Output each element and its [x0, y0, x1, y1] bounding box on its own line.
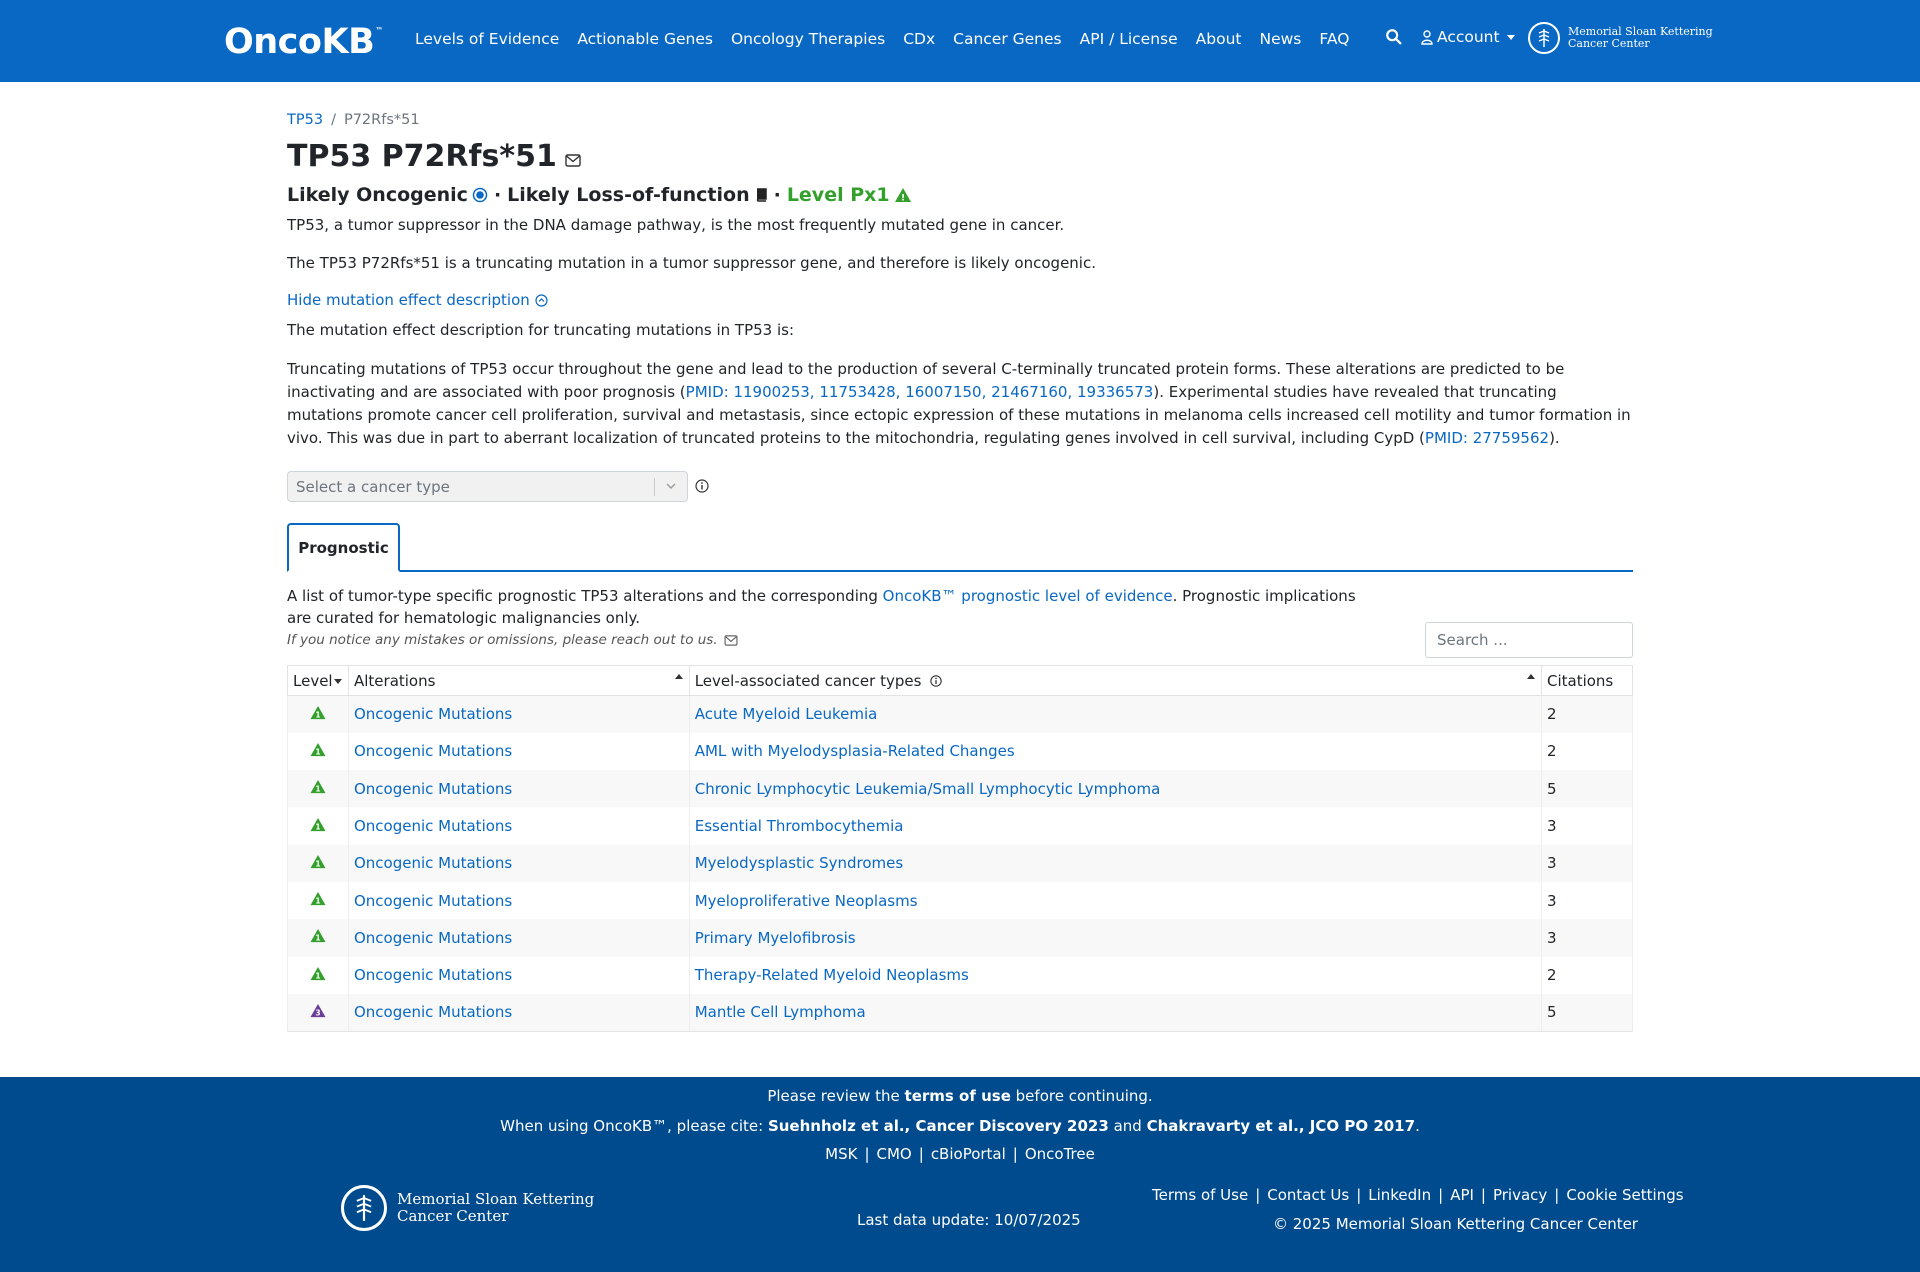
- info-icon[interactable]: [695, 479, 709, 493]
- alteration-cell: [348, 919, 689, 956]
- level-cell: [288, 882, 349, 919]
- table-body: [288, 696, 1633, 1032]
- alteration-cell: [348, 733, 689, 770]
- footer-citation: When using OncoKB™, please cite: Suehnholz et al., Cancer Discovery 2023 and Chakravarty et al., JCO PO 2017.: [500, 1117, 1420, 1135]
- level-px1-icon: [309, 891, 327, 906]
- cancer-type-cell: [689, 845, 1541, 882]
- account-menu[interactable]: [1421, 28, 1515, 46]
- msk-footer-line1: Memorial Sloan Kettering: [397, 1190, 595, 1208]
- cancer-type-link[interactable]: Essential Thrombocythemia: [694, 817, 904, 836]
- cancer-type-cell: [689, 919, 1541, 956]
- msk-seal-icon: [1528, 22, 1560, 54]
- pmid-link-2[interactable]: PMID: 27759562: [1424, 429, 1550, 447]
- citations-cell[interactable]: 3: [1541, 919, 1632, 956]
- nav-actionable-genes[interactable]: Actionable Genes: [577, 30, 713, 48]
- info-icon-header[interactable]: [930, 675, 942, 687]
- pmid-link-1[interactable]: PMID: 11900253, 11753428, 16007150, 21467160, 19336573: [685, 383, 1154, 401]
- account-label: Account: [1437, 28, 1500, 46]
- svg-text:1: 1: [315, 784, 321, 794]
- nav-about[interactable]: About: [1195, 30, 1242, 48]
- footer-link-linkedin[interactable]: LinkedIn: [1368, 1186, 1432, 1204]
- footer-link-contact[interactable]: Contact Us: [1267, 1186, 1350, 1204]
- citations-cell[interactable]: 3: [1541, 845, 1632, 882]
- tab-prognostic[interactable]: Prognostic: [287, 523, 400, 572]
- nav-api-license[interactable]: API / License: [1079, 30, 1178, 48]
- prognostic-table: [287, 665, 1633, 1032]
- level-cell: [288, 807, 349, 844]
- table-description: A list of tumor-type specific prognostic TP53 alterations and the corresponding OncoKB™ prognostic level of evidence. Prognostic implications are curated for hematologic malignancies only.: [287, 587, 1356, 627]
- citations-cell[interactable]: 5: [1541, 770, 1632, 807]
- alteration-cell: [348, 957, 689, 994]
- oncogenic-target-icon: [472, 187, 488, 203]
- level-cell: [288, 994, 349, 1031]
- page-title: [287, 139, 581, 174]
- col-alterations[interactable]: Alterations: [348, 666, 689, 696]
- table-row: [288, 770, 1633, 807]
- level-px1-icon: [309, 854, 327, 869]
- footer-link-cbioportal[interactable]: cBioPortal: [930, 1145, 1006, 1163]
- level-cell: [288, 696, 349, 733]
- alteration-cell: [348, 696, 689, 733]
- breadcrumb-alteration: P72Rfs*51: [343, 112, 420, 128]
- citation-link-2[interactable]: Chakravarty et al., JCO PO 2017: [1146, 1117, 1416, 1135]
- user-icon: [1421, 30, 1433, 45]
- alteration-link[interactable]: Oncogenic Mutations: [353, 891, 513, 910]
- table-row: [288, 845, 1633, 882]
- level-px1-icon: [309, 779, 327, 794]
- breadcrumb-gene-link[interactable]: TP53: [287, 112, 324, 128]
- alteration-link[interactable]: Oncogenic Mutations: [353, 742, 513, 761]
- alteration-cell: [348, 807, 689, 844]
- nav-news[interactable]: News: [1259, 30, 1302, 48]
- msk-logo-footer[interactable]: [341, 1185, 594, 1231]
- cancer-type-placeholder: Select a cancer type: [296, 477, 450, 496]
- table-header-row: [288, 666, 1633, 696]
- svg-text:!: !: [900, 193, 905, 203]
- level-px3-icon: [309, 1003, 327, 1018]
- nav-levels-of-evidence[interactable]: Levels of Evidence: [415, 30, 560, 48]
- alteration-link[interactable]: Oncogenic Mutations: [353, 817, 513, 836]
- level-px1-icon: [309, 705, 327, 720]
- hide-mutation-effect-link[interactable]: [287, 291, 548, 309]
- chevron-up-circle-icon: [535, 294, 548, 307]
- cancer-type-select[interactable]: [287, 471, 688, 502]
- tab-bar: [287, 523, 1633, 572]
- citations-cell[interactable]: 3: [1541, 882, 1632, 919]
- svg-text:1: 1: [315, 896, 321, 906]
- footer-legal-links: Terms of Use | Contact Us | LinkedIn | API | Privacy | Cookie Settings: [1152, 1186, 1684, 1204]
- level-px1-icon: [309, 817, 327, 832]
- cancer-type-link[interactable]: Acute Myeloid Leukemia: [694, 705, 878, 724]
- effect-description: Truncating mutations of TP53 occur throughout the gene and lead to the production of several C-terminally truncated protein forms. These alterations are predicted to be inactivating and are associated with poor prognosis (PMID: 11900253, 11753428, 16007150, 21467160, 19336573). Experimental studies have revealed that truncating mutations promote cancer cell proliferation, survival and metastasis, since ectopic expression of these mutations in melanoma cells increased cell motility and tumor formation in vivo. This was due in part to aberrant localization of truncated proteins to the mitochondria, regulating genes involved in cell survival, including CypD (PMID: 27759562).: [287, 360, 1631, 447]
- citation-link-1[interactable]: Suehnholz et al., Cancer Discovery 2023: [767, 1117, 1109, 1135]
- table-row: [288, 807, 1633, 844]
- alteration-link[interactable]: Oncogenic Mutations: [353, 779, 513, 798]
- citations-cell[interactable]: 2: [1541, 957, 1632, 994]
- alteration-cell: [348, 882, 689, 919]
- msk-seal-icon-footer: [341, 1185, 387, 1231]
- footer-terms-notice: Please review the terms of use before continuing.: [767, 1087, 1153, 1105]
- level-px1-icon: [894, 187, 912, 203]
- footer-link-msk[interactable]: MSK: [825, 1145, 858, 1163]
- footer: [0, 1077, 1920, 1272]
- svg-text:1: 1: [315, 747, 321, 757]
- alteration-cell: [348, 770, 689, 807]
- cancer-type-link[interactable]: Chronic Lymphocytic Leukemia/Small Lymphocytic Lymphoma: [694, 779, 1161, 798]
- level-px1-icon: [309, 742, 327, 757]
- msk-footer-line2: Cancer Center: [397, 1207, 509, 1225]
- svg-text:1: 1: [315, 859, 321, 869]
- col-citations[interactable]: Citations: [1541, 666, 1632, 696]
- footer-link-privacy[interactable]: Privacy: [1492, 1186, 1548, 1204]
- cancer-type-cell: [689, 770, 1541, 807]
- level-px1-icon: [309, 966, 327, 981]
- svg-text:1: 1: [315, 934, 321, 944]
- svg-text:1: 1: [315, 822, 321, 832]
- alteration-link[interactable]: Oncogenic Mutations: [353, 928, 513, 947]
- envelope-icon[interactable]: [565, 154, 581, 167]
- envelope-icon-small: [724, 635, 738, 646]
- citations-cell[interactable]: 2: [1541, 696, 1632, 733]
- cancer-type-cell: [689, 696, 1541, 733]
- cancer-type-cell: [689, 994, 1541, 1031]
- alteration-link[interactable]: Oncogenic Mutations: [353, 854, 513, 873]
- variant-summary: The TP53 P72Rfs*51 is a truncating mutation in a tumor suppressor gene, and therefore is likely oncogenic.: [287, 254, 1096, 272]
- nav-faq[interactable]: FAQ: [1319, 30, 1350, 48]
- oncokb-logo[interactable]: [224, 22, 383, 62]
- sort-asc-icon-2: [1527, 674, 1535, 679]
- table-row: [288, 919, 1633, 956]
- oncogenicity-label: Likely Oncogenic: [287, 184, 468, 206]
- svg-text:1: 1: [315, 971, 321, 981]
- alteration-cell: [348, 845, 689, 882]
- logo-tm: ™: [375, 26, 383, 35]
- top-navbar: [0, 0, 1920, 82]
- cancer-type-cell: [689, 733, 1541, 770]
- level-label: Level Px1: [786, 184, 890, 206]
- feedback-notice-text: If you notice any mistakes or omissions, please reach out to us.: [287, 632, 718, 648]
- logo-text: OncoKB: [224, 22, 375, 62]
- separator-dot: ·: [493, 184, 502, 206]
- citations-cell[interactable]: 5: [1541, 994, 1632, 1031]
- cancer-type-link[interactable]: Primary Myelofibrosis: [694, 928, 856, 947]
- cancer-type-link[interactable]: Myelodysplastic Syndromes: [694, 854, 904, 873]
- cancer-type-link[interactable]: AML with Myelodysplasia-Related Changes: [694, 742, 1015, 761]
- gene-summary: TP53, a tumor suppressor in the DNA damage pathway, is the most frequently mutated gene in cancer.: [287, 216, 1065, 234]
- copyright: © 2025 Memorial Sloan Kettering Cancer Center: [1273, 1215, 1638, 1233]
- msk-logo-header[interactable]: [1528, 22, 1713, 54]
- feedback-notice[interactable]: [287, 632, 738, 648]
- msk-header-line1: Memorial Sloan Kettering: [1568, 25, 1713, 38]
- svg-text:3: 3: [315, 1008, 321, 1018]
- msk-header-line2: Cancer Center: [1568, 37, 1650, 50]
- table-row: [288, 957, 1633, 994]
- nav-cdx[interactable]: CDx: [903, 30, 936, 48]
- chevron-down-icon: [665, 480, 677, 492]
- footer-link-api[interactable]: API: [1450, 1186, 1474, 1204]
- table-row: [288, 696, 1633, 733]
- level-cell: [288, 919, 349, 956]
- level-cell: [288, 845, 349, 882]
- level-cell: [288, 733, 349, 770]
- cancer-type-link[interactable]: Therapy-Related Myeloid Neoplasms: [694, 966, 969, 985]
- sort-asc-icon: [675, 674, 683, 679]
- svg-text:1: 1: [315, 710, 321, 720]
- hide-link-label: Hide mutation effect description: [287, 291, 530, 309]
- cancer-type-link[interactable]: Myeloproliferative Neoplasms: [694, 891, 918, 910]
- col-level[interactable]: Level: [288, 666, 349, 696]
- table-search-placeholder: Search ...: [1437, 631, 1508, 649]
- main-nav: [415, 30, 1367, 48]
- table-row: [288, 882, 1633, 919]
- breadcrumb: TP53 / P72Rfs*51: [287, 112, 420, 128]
- alteration-cell: [348, 994, 689, 1031]
- level-cell: [288, 770, 349, 807]
- footer-link-oncotree[interactable]: OncoTree: [1024, 1145, 1095, 1163]
- mutation-effect-label: Likely Loss-of-function: [507, 184, 750, 206]
- citations-cell[interactable]: 2: [1541, 733, 1632, 770]
- sort-desc-icon: [334, 679, 342, 684]
- alteration-link[interactable]: Oncogenic Mutations: [353, 966, 513, 985]
- separator-dot-2: ·: [773, 184, 781, 206]
- footer-link-cmo[interactable]: CMO: [876, 1145, 912, 1163]
- col-cancer-types[interactable]: Level-associated cancer types: [689, 666, 1541, 696]
- caret-down-icon: [1507, 35, 1515, 40]
- nav-oncology-therapies[interactable]: Oncology Therapies: [730, 30, 886, 48]
- citations-cell[interactable]: 3: [1541, 807, 1632, 844]
- level-cell: [288, 957, 349, 994]
- alteration-link[interactable]: Oncogenic Mutations: [353, 705, 513, 724]
- footer-link-cookies[interactable]: Cookie Settings: [1566, 1186, 1684, 1204]
- cancer-type-link[interactable]: Mantle Cell Lymphoma: [694, 1003, 866, 1022]
- terms-of-use-link[interactable]: terms of use: [904, 1087, 1011, 1105]
- level-px1-icon: [309, 928, 327, 943]
- cancer-type-cell: [689, 957, 1541, 994]
- variant-summary-header: [287, 184, 912, 206]
- last-data-update: Last data update: 10/07/2025: [857, 1211, 1081, 1229]
- book-icon: [754, 188, 768, 202]
- effect-intro: The mutation effect description for truncating mutations in TP53 is:: [287, 321, 795, 339]
- alteration-link[interactable]: Oncogenic Mutations: [353, 1003, 513, 1022]
- footer-link-terms[interactable]: Terms of Use: [1152, 1186, 1249, 1204]
- prognostic-level-link[interactable]: OncoKB™ prognostic level of evidence: [882, 587, 1173, 605]
- cancer-type-cell: [689, 807, 1541, 844]
- table-search-input[interactable]: [1425, 622, 1633, 658]
- footer-partner-links: MSK | CMO | cBioPortal | OncoTree: [825, 1145, 1095, 1163]
- search-icon[interactable]: [1385, 28, 1403, 46]
- page-title-text: TP53 P72Rfs*51: [287, 139, 557, 174]
- table-row: [288, 733, 1633, 770]
- table-row: [288, 994, 1633, 1031]
- cancer-type-cell: [689, 882, 1541, 919]
- nav-cancer-genes[interactable]: Cancer Genes: [953, 30, 1062, 48]
